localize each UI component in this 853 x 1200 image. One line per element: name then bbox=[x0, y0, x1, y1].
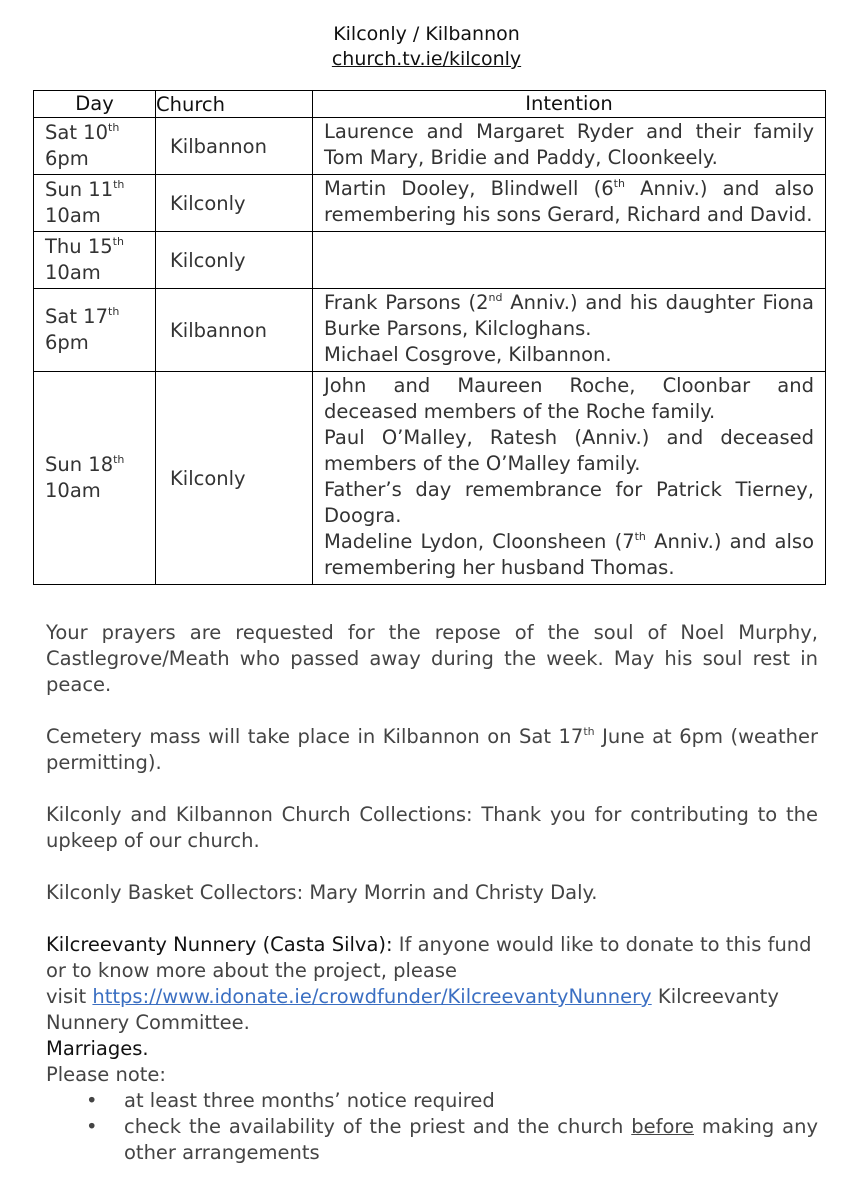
time-label: 10am bbox=[45, 261, 101, 284]
ordinal-suffix: th bbox=[613, 176, 625, 190]
church-cell: Kilconly bbox=[156, 232, 313, 289]
day-cell bbox=[34, 232, 156, 289]
bullet-icon: • bbox=[86, 1115, 98, 1138]
day-label: Sat 10 bbox=[45, 121, 108, 144]
day-label: Sun 11 bbox=[45, 178, 114, 201]
ordinal-suffix: th bbox=[634, 529, 646, 543]
intention-line: John and Maureen Roche, Cloonbar and bbox=[324, 374, 814, 397]
ordinal-suffix: nd bbox=[488, 290, 503, 304]
marriages-title: Marriages. bbox=[46, 1037, 149, 1060]
church-cell: Kilbannon bbox=[156, 118, 313, 175]
mass-schedule-table bbox=[33, 90, 826, 585]
intention-cell bbox=[313, 289, 826, 372]
table-row bbox=[34, 175, 826, 232]
intention-line: remembering her husband Thomas. bbox=[324, 556, 675, 579]
intention-line: Father’s day remembrance for Patrick Tierney, bbox=[324, 478, 814, 501]
day-cell bbox=[34, 118, 156, 175]
intention-cell bbox=[313, 118, 826, 175]
table-row bbox=[34, 118, 826, 175]
day-suffix: th bbox=[112, 234, 124, 248]
bullet-icon: • bbox=[86, 1089, 98, 1112]
intention-line bbox=[324, 529, 814, 555]
collections-notice: Kilconly and Kilbannon Church Collections: Thank you for contributing to the upkeep of our church. bbox=[46, 803, 818, 852]
time-label: 10am bbox=[45, 204, 101, 227]
col-header-day: Day bbox=[34, 91, 156, 118]
intention-cell bbox=[313, 372, 826, 585]
emphasis-before: before bbox=[631, 1115, 694, 1138]
church-cell: Kilbannon bbox=[156, 289, 313, 372]
list-item bbox=[46, 1114, 818, 1166]
day-suffix: th bbox=[108, 120, 120, 134]
day-cell bbox=[34, 289, 156, 372]
day-cell bbox=[34, 175, 156, 232]
list-item bbox=[46, 1088, 818, 1114]
intention-text: Anniv.) and his daughter Fiona bbox=[502, 291, 814, 314]
day-cell bbox=[34, 372, 156, 585]
intention-line: Paul O’Malley, Ratesh (Anniv.) and deceased bbox=[324, 426, 814, 449]
day-suffix: th bbox=[108, 304, 120, 318]
table-row bbox=[34, 372, 826, 585]
list-item-text: making any other arrangements bbox=[124, 1115, 818, 1164]
page-header bbox=[0, 0, 853, 72]
intention-line: Tom Mary, Bridie and Paddy, Cloonkeely. bbox=[324, 146, 718, 169]
day-suffix: th bbox=[113, 452, 125, 466]
webcam-link[interactable]: church.tv.ie/kilconly bbox=[331, 48, 522, 70]
nunnery-text: If anyone would like to donate to this fund or to know more about the project, please bbox=[46, 933, 812, 982]
cemetery-notice bbox=[46, 724, 818, 776]
donate-link[interactable]: https://www.idonate.ie/crowdfunder/KilcreevantyNunnery bbox=[92, 985, 652, 1008]
prayers-notice: Your prayers are requested for the repose of the soul of Noel Murphy, Castlegrove/Meath who passed away during the week. May his soul rest in peace. bbox=[46, 621, 818, 696]
ordinal-suffix: th bbox=[583, 724, 595, 738]
parish-title: Kilconly / Kilbannon bbox=[333, 23, 520, 45]
table-header-row bbox=[34, 91, 826, 118]
cemetery-text: Cemetery mass will take place in Kilbannon on Sat 17 bbox=[46, 725, 584, 748]
intention-text: Anniv.) and also bbox=[624, 177, 814, 200]
intention-line: Burke Parsons, Kilcloghans. bbox=[324, 317, 592, 340]
time-label: 6pm bbox=[45, 147, 89, 170]
intention-text: Madeline Lydon, Cloonsheen (7 bbox=[324, 530, 635, 553]
list-item-text: check the availability of the priest and the church bbox=[124, 1115, 632, 1138]
day-label: Sat 17 bbox=[45, 305, 108, 328]
nunnery-end: Kilcreevanty Nunnery Committee. bbox=[46, 985, 779, 1034]
col-header-intention: Intention bbox=[313, 91, 826, 118]
please-note: Please note: bbox=[46, 1063, 166, 1086]
day-suffix: th bbox=[113, 177, 125, 191]
intention-text: Martin Dooley, Blindwell (6 bbox=[324, 177, 614, 200]
nunnery-visit: visit bbox=[46, 985, 93, 1008]
intention-cell bbox=[313, 232, 826, 289]
time-label: 6pm bbox=[45, 331, 89, 354]
cemetery-text: June at 6pm (weather permitting). bbox=[46, 725, 819, 774]
intention-text: Anniv.) and also bbox=[645, 530, 814, 553]
intention-line: remembering his sons Gerard, Richard and David. bbox=[324, 203, 813, 226]
day-label: Sun 18 bbox=[45, 453, 114, 476]
intention-cell bbox=[313, 175, 826, 232]
marriage-requirements-list bbox=[46, 1088, 818, 1166]
table-row bbox=[34, 289, 826, 372]
basket-notice: Kilconly Basket Collectors: Mary Morrin and Christy Daly. bbox=[46, 881, 598, 904]
nunnery-notice bbox=[46, 932, 818, 1036]
table-row bbox=[34, 232, 826, 289]
day-label: Thu 15 bbox=[45, 235, 113, 258]
intention-line bbox=[324, 290, 814, 316]
list-item-text: at least three months’ notice required bbox=[124, 1089, 495, 1112]
church-cell: Kilconly bbox=[156, 372, 313, 585]
intention-text: Frank Parsons (2 bbox=[324, 291, 489, 314]
nunnery-title: Kilcreevanty Nunnery (Casta Silva): bbox=[46, 933, 393, 956]
intention-line bbox=[324, 176, 814, 202]
intention-line: Doogra. bbox=[324, 504, 402, 527]
intention-line: Laurence and Margaret Ryder and their family bbox=[324, 120, 814, 143]
notices bbox=[46, 620, 818, 1166]
col-header-church: Church bbox=[156, 91, 313, 118]
church-cell: Kilconly bbox=[156, 175, 313, 232]
intention-line: Michael Cosgrove, Kilbannon. bbox=[324, 343, 612, 366]
intention-line: members of the O’Malley family. bbox=[324, 452, 641, 475]
time-label: 10am bbox=[45, 479, 101, 502]
intention-line: deceased members of the Roche family. bbox=[324, 400, 716, 423]
